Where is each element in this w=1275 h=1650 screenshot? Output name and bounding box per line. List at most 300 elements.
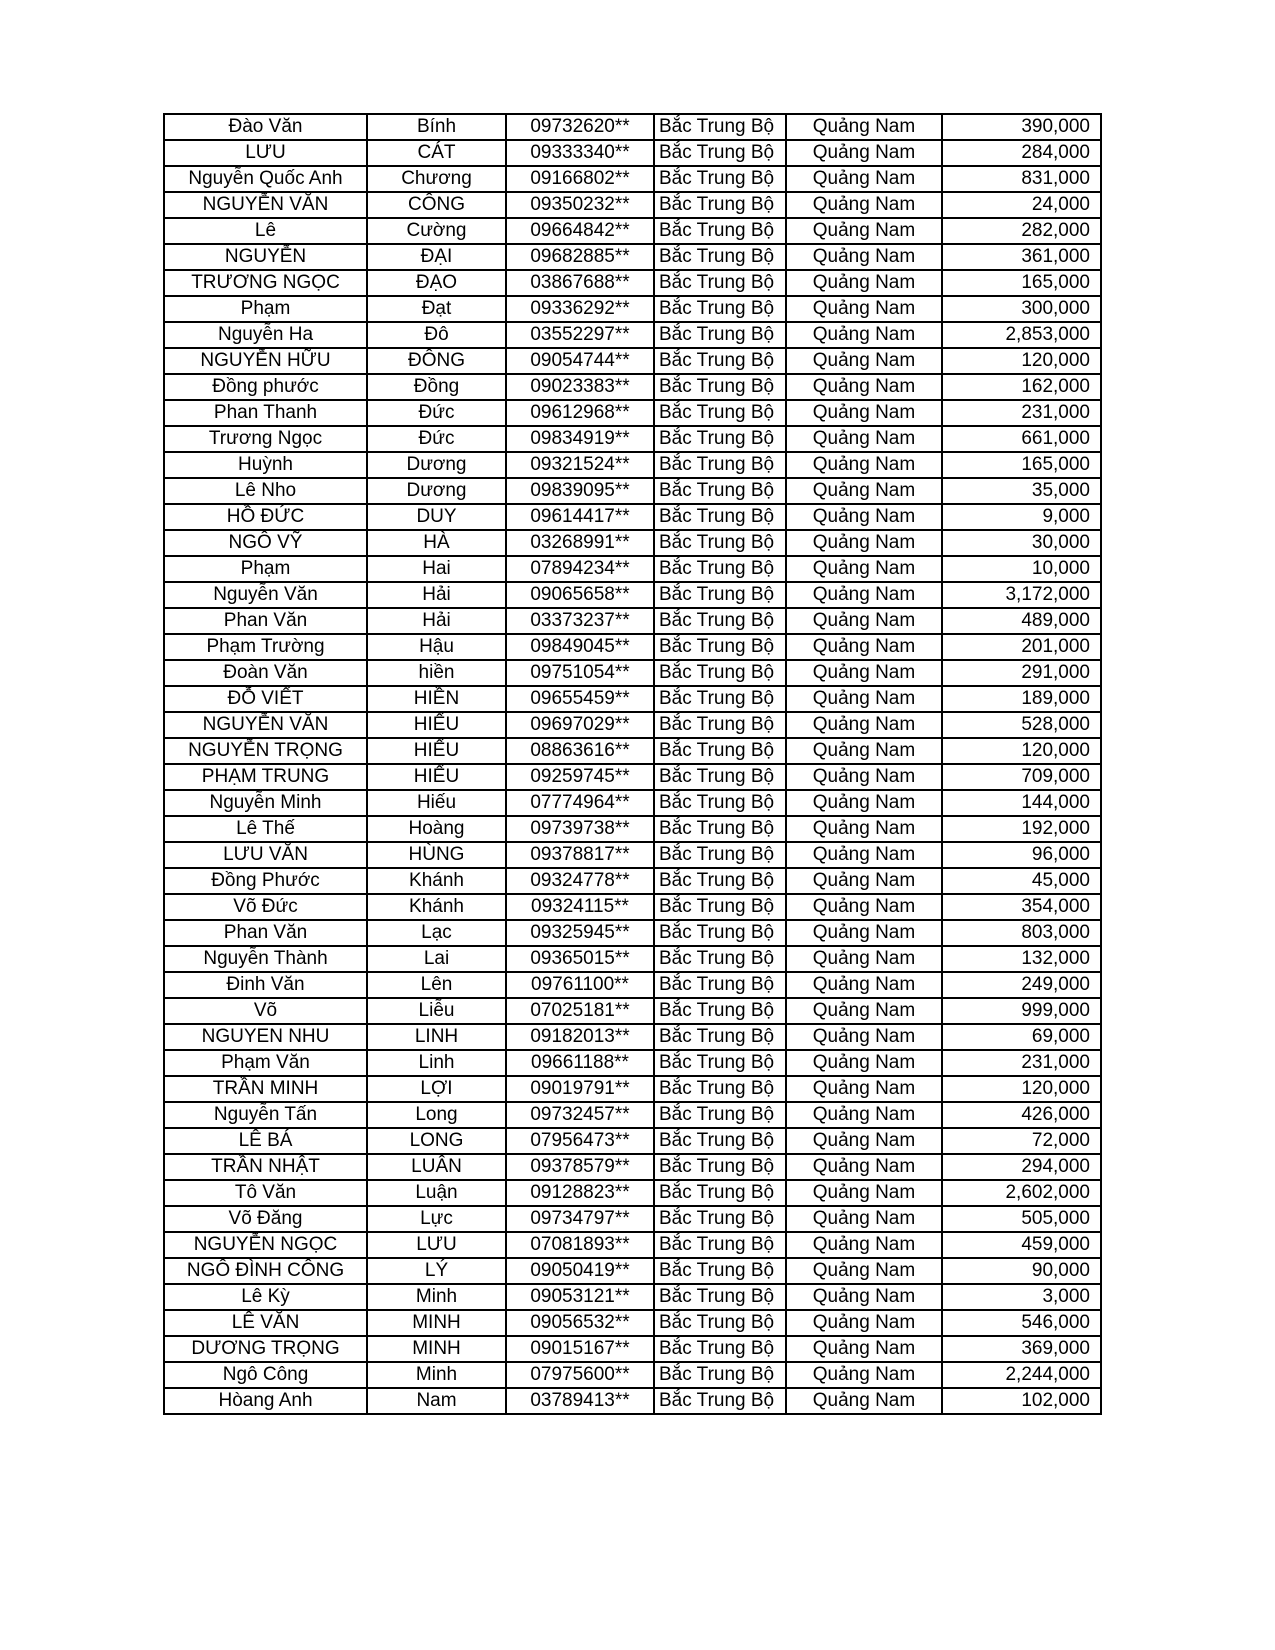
last-name-cell: Nguyễn Minh xyxy=(164,790,367,816)
first-name-cell: Bính xyxy=(367,114,506,140)
phone-cell: 09761100** xyxy=(506,972,654,998)
region-cell: Bắc Trung Bộ xyxy=(654,1024,786,1050)
province-cell: Quảng Nam xyxy=(786,1258,942,1284)
last-name-cell: NGÔ VỸ xyxy=(164,530,367,556)
province-cell: Quảng Nam xyxy=(786,686,942,712)
amount-cell: 284,000 xyxy=(942,140,1101,166)
last-name-cell: NGUYEN NHU xyxy=(164,1024,367,1050)
phone-cell: 09019791** xyxy=(506,1076,654,1102)
last-name-cell: Phạm xyxy=(164,556,367,582)
phone-cell: 09732457** xyxy=(506,1102,654,1128)
province-cell: Quảng Nam xyxy=(786,452,942,478)
phone-cell: 03552297** xyxy=(506,322,654,348)
province-cell: Quảng Nam xyxy=(786,400,942,426)
region-cell: Bắc Trung Bộ xyxy=(654,478,786,504)
region-cell: Bắc Trung Bộ xyxy=(654,218,786,244)
amount-cell: 2,244,000 xyxy=(942,1362,1101,1388)
province-cell: Quảng Nam xyxy=(786,816,942,842)
first-name-cell: Khánh xyxy=(367,894,506,920)
phone-cell: 09614417** xyxy=(506,504,654,530)
phone-cell: 09325945** xyxy=(506,920,654,946)
first-name-cell: LINH xyxy=(367,1024,506,1050)
last-name-cell: Đinh Văn xyxy=(164,972,367,998)
region-cell: Bắc Trung Bộ xyxy=(654,374,786,400)
phone-cell: 09655459** xyxy=(506,686,654,712)
amount-cell: 505,000 xyxy=(942,1206,1101,1232)
last-name-cell: Trương Ngọc xyxy=(164,426,367,452)
last-name-cell: Phạm xyxy=(164,296,367,322)
region-cell: Bắc Trung Bộ xyxy=(654,348,786,374)
last-name-cell: NGUYỄN NGỌC xyxy=(164,1232,367,1258)
last-name-cell: Nguyễn Quốc Anh xyxy=(164,166,367,192)
amount-cell: 831,000 xyxy=(942,166,1101,192)
first-name-cell: Đồng xyxy=(367,374,506,400)
table-row xyxy=(164,738,1101,764)
region-cell: Bắc Trung Bộ xyxy=(654,1362,786,1388)
province-cell: Quảng Nam xyxy=(786,114,942,140)
region-cell: Bắc Trung Bộ xyxy=(654,1232,786,1258)
last-name-cell: Hòang Anh xyxy=(164,1388,367,1414)
first-name-cell: LỢI xyxy=(367,1076,506,1102)
phone-cell: 09015167** xyxy=(506,1336,654,1362)
region-cell: Bắc Trung Bộ xyxy=(654,400,786,426)
table-row xyxy=(164,608,1101,634)
table-row xyxy=(164,634,1101,660)
first-name-cell: Đô xyxy=(367,322,506,348)
first-name-cell: HÀ xyxy=(367,530,506,556)
region-cell: Bắc Trung Bộ xyxy=(654,1336,786,1362)
region-cell: Bắc Trung Bộ xyxy=(654,1102,786,1128)
region-cell: Bắc Trung Bộ xyxy=(654,452,786,478)
province-cell: Quảng Nam xyxy=(786,322,942,348)
first-name-cell: DUY xyxy=(367,504,506,530)
phone-cell: 03268991** xyxy=(506,530,654,556)
table-row xyxy=(164,712,1101,738)
first-name-cell: HIỀN xyxy=(367,686,506,712)
province-cell: Quảng Nam xyxy=(786,426,942,452)
province-cell: Quảng Nam xyxy=(786,1076,942,1102)
province-cell: Quảng Nam xyxy=(786,478,942,504)
last-name-cell: Phan Thanh xyxy=(164,400,367,426)
phone-cell: 09732620** xyxy=(506,114,654,140)
first-name-cell: Hiếu xyxy=(367,790,506,816)
region-cell: Bắc Trung Bộ xyxy=(654,582,786,608)
amount-cell: 162,000 xyxy=(942,374,1101,400)
last-name-cell: PHẠM TRUNG xyxy=(164,764,367,790)
phone-cell: 09697029** xyxy=(506,712,654,738)
table-row xyxy=(164,400,1101,426)
province-cell: Quảng Nam xyxy=(786,1024,942,1050)
first-name-cell: Minh xyxy=(367,1284,506,1310)
phone-cell: 07081893** xyxy=(506,1232,654,1258)
region-cell: Bắc Trung Bộ xyxy=(654,244,786,270)
phone-cell: 07025181** xyxy=(506,998,654,1024)
last-name-cell: TRẦN MINH xyxy=(164,1076,367,1102)
region-cell: Bắc Trung Bộ xyxy=(654,634,786,660)
table-row xyxy=(164,1102,1101,1128)
phone-cell: 08863616** xyxy=(506,738,654,764)
province-cell: Quảng Nam xyxy=(786,790,942,816)
phone-cell: 09751054** xyxy=(506,660,654,686)
region-cell: Bắc Trung Bộ xyxy=(654,504,786,530)
province-cell: Quảng Nam xyxy=(786,1206,942,1232)
first-name-cell: LƯU xyxy=(367,1232,506,1258)
table-row xyxy=(164,192,1101,218)
table-row xyxy=(164,816,1101,842)
phone-cell: 09734797** xyxy=(506,1206,654,1232)
first-name-cell: Nam xyxy=(367,1388,506,1414)
region-cell: Bắc Trung Bộ xyxy=(654,530,786,556)
table-row xyxy=(164,1050,1101,1076)
phone-cell: 03867688** xyxy=(506,270,654,296)
amount-cell: 459,000 xyxy=(942,1232,1101,1258)
amount-cell: 661,000 xyxy=(942,426,1101,452)
province-cell: Quảng Nam xyxy=(786,764,942,790)
region-cell: Bắc Trung Bộ xyxy=(654,1180,786,1206)
region-cell: Bắc Trung Bộ xyxy=(654,426,786,452)
first-name-cell: LÝ xyxy=(367,1258,506,1284)
phone-cell: 09065658** xyxy=(506,582,654,608)
first-name-cell: Hải xyxy=(367,582,506,608)
province-cell: Quảng Nam xyxy=(786,504,942,530)
region-cell: Bắc Trung Bộ xyxy=(654,712,786,738)
region-cell: Bắc Trung Bộ xyxy=(654,1310,786,1336)
last-name-cell: NGUYỄN xyxy=(164,244,367,270)
province-cell: Quảng Nam xyxy=(786,348,942,374)
table-row xyxy=(164,1284,1101,1310)
last-name-cell: Lê xyxy=(164,218,367,244)
region-cell: Bắc Trung Bộ xyxy=(654,894,786,920)
province-cell: Quảng Nam xyxy=(786,192,942,218)
last-name-cell: NGÔ ĐÌNH CÔNG xyxy=(164,1258,367,1284)
amount-cell: 426,000 xyxy=(942,1102,1101,1128)
first-name-cell: Hai xyxy=(367,556,506,582)
table-row xyxy=(164,504,1101,530)
first-name-cell: ĐẠO xyxy=(367,270,506,296)
phone-cell: 09365015** xyxy=(506,946,654,972)
table-row xyxy=(164,1154,1101,1180)
recipient-table xyxy=(163,113,1102,1415)
phone-cell: 09378817** xyxy=(506,842,654,868)
last-name-cell: Nguyễn Thành xyxy=(164,946,367,972)
first-name-cell: Hậu xyxy=(367,634,506,660)
province-cell: Quảng Nam xyxy=(786,920,942,946)
phone-cell: 09839095** xyxy=(506,478,654,504)
last-name-cell: TRƯƠNG NGỌC xyxy=(164,270,367,296)
first-name-cell: Cường xyxy=(367,218,506,244)
table-row xyxy=(164,868,1101,894)
province-cell: Quảng Nam xyxy=(786,738,942,764)
region-cell: Bắc Trung Bộ xyxy=(654,868,786,894)
province-cell: Quảng Nam xyxy=(786,1336,942,1362)
first-name-cell: MINH xyxy=(367,1310,506,1336)
region-cell: Bắc Trung Bộ xyxy=(654,816,786,842)
amount-cell: 45,000 xyxy=(942,868,1101,894)
amount-cell: 709,000 xyxy=(942,764,1101,790)
amount-cell: 165,000 xyxy=(942,270,1101,296)
phone-cell: 09324115** xyxy=(506,894,654,920)
amount-cell: 10,000 xyxy=(942,556,1101,582)
region-cell: Bắc Trung Bộ xyxy=(654,660,786,686)
first-name-cell: LONG xyxy=(367,1128,506,1154)
last-name-cell: NGUYỄN TRỌNG xyxy=(164,738,367,764)
province-cell: Quảng Nam xyxy=(786,530,942,556)
province-cell: Quảng Nam xyxy=(786,556,942,582)
amount-cell: 102,000 xyxy=(942,1388,1101,1414)
province-cell: Quảng Nam xyxy=(786,1232,942,1258)
province-cell: Quảng Nam xyxy=(786,1102,942,1128)
amount-cell: 9,000 xyxy=(942,504,1101,530)
province-cell: Quảng Nam xyxy=(786,868,942,894)
last-name-cell: Huỳnh xyxy=(164,452,367,478)
phone-cell: 03789413** xyxy=(506,1388,654,1414)
province-cell: Quảng Nam xyxy=(786,1284,942,1310)
table-row xyxy=(164,1388,1101,1414)
table-row xyxy=(164,556,1101,582)
province-cell: Quảng Nam xyxy=(786,1362,942,1388)
amount-cell: 3,172,000 xyxy=(942,582,1101,608)
first-name-cell: Đức xyxy=(367,426,506,452)
last-name-cell: ĐỖ VIẾT xyxy=(164,686,367,712)
table-row xyxy=(164,1232,1101,1258)
province-cell: Quảng Nam xyxy=(786,1050,942,1076)
amount-cell: 294,000 xyxy=(942,1154,1101,1180)
first-name-cell: HIẾU xyxy=(367,712,506,738)
first-name-cell: hiền xyxy=(367,660,506,686)
amount-cell: 69,000 xyxy=(942,1024,1101,1050)
first-name-cell: CÁT xyxy=(367,140,506,166)
amount-cell: 369,000 xyxy=(942,1336,1101,1362)
region-cell: Bắc Trung Bộ xyxy=(654,270,786,296)
table-row xyxy=(164,894,1101,920)
region-cell: Bắc Trung Bộ xyxy=(654,556,786,582)
province-cell: Quảng Nam xyxy=(786,998,942,1024)
amount-cell: 90,000 xyxy=(942,1258,1101,1284)
province-cell: Quảng Nam xyxy=(786,660,942,686)
amount-cell: 231,000 xyxy=(942,400,1101,426)
table-row xyxy=(164,946,1101,972)
table-row xyxy=(164,1128,1101,1154)
table-row xyxy=(164,660,1101,686)
amount-cell: 2,602,000 xyxy=(942,1180,1101,1206)
amount-cell: 132,000 xyxy=(942,946,1101,972)
amount-cell: 489,000 xyxy=(942,608,1101,634)
table-row xyxy=(164,530,1101,556)
province-cell: Quảng Nam xyxy=(786,218,942,244)
amount-cell: 30,000 xyxy=(942,530,1101,556)
table-row xyxy=(164,582,1101,608)
amount-cell: 354,000 xyxy=(942,894,1101,920)
table-row xyxy=(164,322,1101,348)
phone-cell: 09350232** xyxy=(506,192,654,218)
region-cell: Bắc Trung Bộ xyxy=(654,738,786,764)
province-cell: Quảng Nam xyxy=(786,140,942,166)
first-name-cell: Đạt xyxy=(367,296,506,322)
amount-cell: 249,000 xyxy=(942,972,1101,998)
phone-cell: 09054744** xyxy=(506,348,654,374)
last-name-cell: Ngô Công xyxy=(164,1362,367,1388)
amount-cell: 361,000 xyxy=(942,244,1101,270)
amount-cell: 390,000 xyxy=(942,114,1101,140)
table-row xyxy=(164,374,1101,400)
last-name-cell: Nguyễn Văn xyxy=(164,582,367,608)
first-name-cell: CÔNG xyxy=(367,192,506,218)
region-cell: Bắc Trung Bộ xyxy=(654,1050,786,1076)
last-name-cell: Đồng Phước xyxy=(164,868,367,894)
region-cell: Bắc Trung Bộ xyxy=(654,842,786,868)
region-cell: Bắc Trung Bộ xyxy=(654,1128,786,1154)
table-row xyxy=(164,426,1101,452)
amount-cell: 72,000 xyxy=(942,1128,1101,1154)
last-name-cell: Võ xyxy=(164,998,367,1024)
last-name-cell: DƯƠNG TRỌNG xyxy=(164,1336,367,1362)
table-row xyxy=(164,1336,1101,1362)
phone-cell: 07956473** xyxy=(506,1128,654,1154)
phone-cell: 09166802** xyxy=(506,166,654,192)
region-cell: Bắc Trung Bộ xyxy=(654,998,786,1024)
first-name-cell: Long xyxy=(367,1102,506,1128)
phone-cell: 03373237** xyxy=(506,608,654,634)
last-name-cell: TRẦN NHẬT xyxy=(164,1154,367,1180)
table-row xyxy=(164,1362,1101,1388)
first-name-cell: HIẾU xyxy=(367,738,506,764)
region-cell: Bắc Trung Bộ xyxy=(654,790,786,816)
amount-cell: 546,000 xyxy=(942,1310,1101,1336)
table-row xyxy=(164,478,1101,504)
first-name-cell: Lai xyxy=(367,946,506,972)
amount-cell: 120,000 xyxy=(942,348,1101,374)
amount-cell: 120,000 xyxy=(942,1076,1101,1102)
region-cell: Bắc Trung Bộ xyxy=(654,166,786,192)
phone-cell: 09834919** xyxy=(506,426,654,452)
table-row xyxy=(164,452,1101,478)
last-name-cell: LƯU VĂN xyxy=(164,842,367,868)
first-name-cell: Đức xyxy=(367,400,506,426)
amount-cell: 192,000 xyxy=(942,816,1101,842)
last-name-cell: LÊ VĂN xyxy=(164,1310,367,1336)
first-name-cell: Chương xyxy=(367,166,506,192)
table-row xyxy=(164,270,1101,296)
province-cell: Quảng Nam xyxy=(786,712,942,738)
province-cell: Quảng Nam xyxy=(786,166,942,192)
amount-cell: 528,000 xyxy=(942,712,1101,738)
first-name-cell: Linh xyxy=(367,1050,506,1076)
phone-cell: 09333340** xyxy=(506,140,654,166)
province-cell: Quảng Nam xyxy=(786,634,942,660)
table-row xyxy=(164,998,1101,1024)
table-row xyxy=(164,1206,1101,1232)
amount-cell: 3,000 xyxy=(942,1284,1101,1310)
first-name-cell: HIẾU xyxy=(367,764,506,790)
first-name-cell: Hải xyxy=(367,608,506,634)
last-name-cell: Nguyễn Tấn xyxy=(164,1102,367,1128)
table-row xyxy=(164,244,1101,270)
phone-cell: 09664842** xyxy=(506,218,654,244)
last-name-cell: Đồng phước xyxy=(164,374,367,400)
first-name-cell: Lạc xyxy=(367,920,506,946)
amount-cell: 300,000 xyxy=(942,296,1101,322)
first-name-cell: LUÂN xyxy=(367,1154,506,1180)
first-name-cell: Liễu xyxy=(367,998,506,1024)
region-cell: Bắc Trung Bộ xyxy=(654,192,786,218)
last-name-cell: HỒ ĐỨC xyxy=(164,504,367,530)
phone-cell: 09849045** xyxy=(506,634,654,660)
amount-cell: 24,000 xyxy=(942,192,1101,218)
last-name-cell: Lê Thế xyxy=(164,816,367,842)
last-name-cell: Phạm Trường xyxy=(164,634,367,660)
table-row xyxy=(164,972,1101,998)
amount-cell: 803,000 xyxy=(942,920,1101,946)
phone-cell: 09682885** xyxy=(506,244,654,270)
phone-cell: 09612968** xyxy=(506,400,654,426)
last-name-cell: Nguyễn Ha xyxy=(164,322,367,348)
table-row xyxy=(164,140,1101,166)
amount-cell: 282,000 xyxy=(942,218,1101,244)
table-row xyxy=(164,296,1101,322)
first-name-cell: Minh xyxy=(367,1362,506,1388)
phone-cell: 09259745** xyxy=(506,764,654,790)
province-cell: Quảng Nam xyxy=(786,946,942,972)
province-cell: Quảng Nam xyxy=(786,842,942,868)
table-row xyxy=(164,218,1101,244)
phone-cell: 09336292** xyxy=(506,296,654,322)
province-cell: Quảng Nam xyxy=(786,270,942,296)
table-row xyxy=(164,686,1101,712)
province-cell: Quảng Nam xyxy=(786,1128,942,1154)
region-cell: Bắc Trung Bộ xyxy=(654,1154,786,1180)
amount-cell: 96,000 xyxy=(942,842,1101,868)
phone-cell: 09321524** xyxy=(506,452,654,478)
last-name-cell: LƯU xyxy=(164,140,367,166)
first-name-cell: Dương xyxy=(367,452,506,478)
region-cell: Bắc Trung Bộ xyxy=(654,608,786,634)
last-name-cell: LÊ BÁ xyxy=(164,1128,367,1154)
first-name-cell: Dương xyxy=(367,478,506,504)
amount-cell: 201,000 xyxy=(942,634,1101,660)
last-name-cell: Lê Kỳ xyxy=(164,1284,367,1310)
amount-cell: 999,000 xyxy=(942,998,1101,1024)
amount-cell: 35,000 xyxy=(942,478,1101,504)
province-cell: Quảng Nam xyxy=(786,374,942,400)
first-name-cell: Luận xyxy=(367,1180,506,1206)
last-name-cell: Đoàn Văn xyxy=(164,660,367,686)
phone-cell: 09661188** xyxy=(506,1050,654,1076)
table-row xyxy=(164,1024,1101,1050)
region-cell: Bắc Trung Bộ xyxy=(654,296,786,322)
table-row xyxy=(164,1310,1101,1336)
province-cell: Quảng Nam xyxy=(786,608,942,634)
region-cell: Bắc Trung Bộ xyxy=(654,1258,786,1284)
last-name-cell: Phan Văn xyxy=(164,608,367,634)
recipient-table-body xyxy=(164,114,1101,1414)
phone-cell: 09056532** xyxy=(506,1310,654,1336)
region-cell: Bắc Trung Bộ xyxy=(654,686,786,712)
province-cell: Quảng Nam xyxy=(786,894,942,920)
last-name-cell: Phan Văn xyxy=(164,920,367,946)
first-name-cell: Lên xyxy=(367,972,506,998)
table-row xyxy=(164,920,1101,946)
region-cell: Bắc Trung Bộ xyxy=(654,1284,786,1310)
table-row xyxy=(164,114,1101,140)
phone-cell: 07774964** xyxy=(506,790,654,816)
region-cell: Bắc Trung Bộ xyxy=(654,764,786,790)
first-name-cell: Lực xyxy=(367,1206,506,1232)
province-cell: Quảng Nam xyxy=(786,1180,942,1206)
region-cell: Bắc Trung Bộ xyxy=(654,972,786,998)
amount-cell: 189,000 xyxy=(942,686,1101,712)
region-cell: Bắc Trung Bộ xyxy=(654,140,786,166)
phone-cell: 09378579** xyxy=(506,1154,654,1180)
